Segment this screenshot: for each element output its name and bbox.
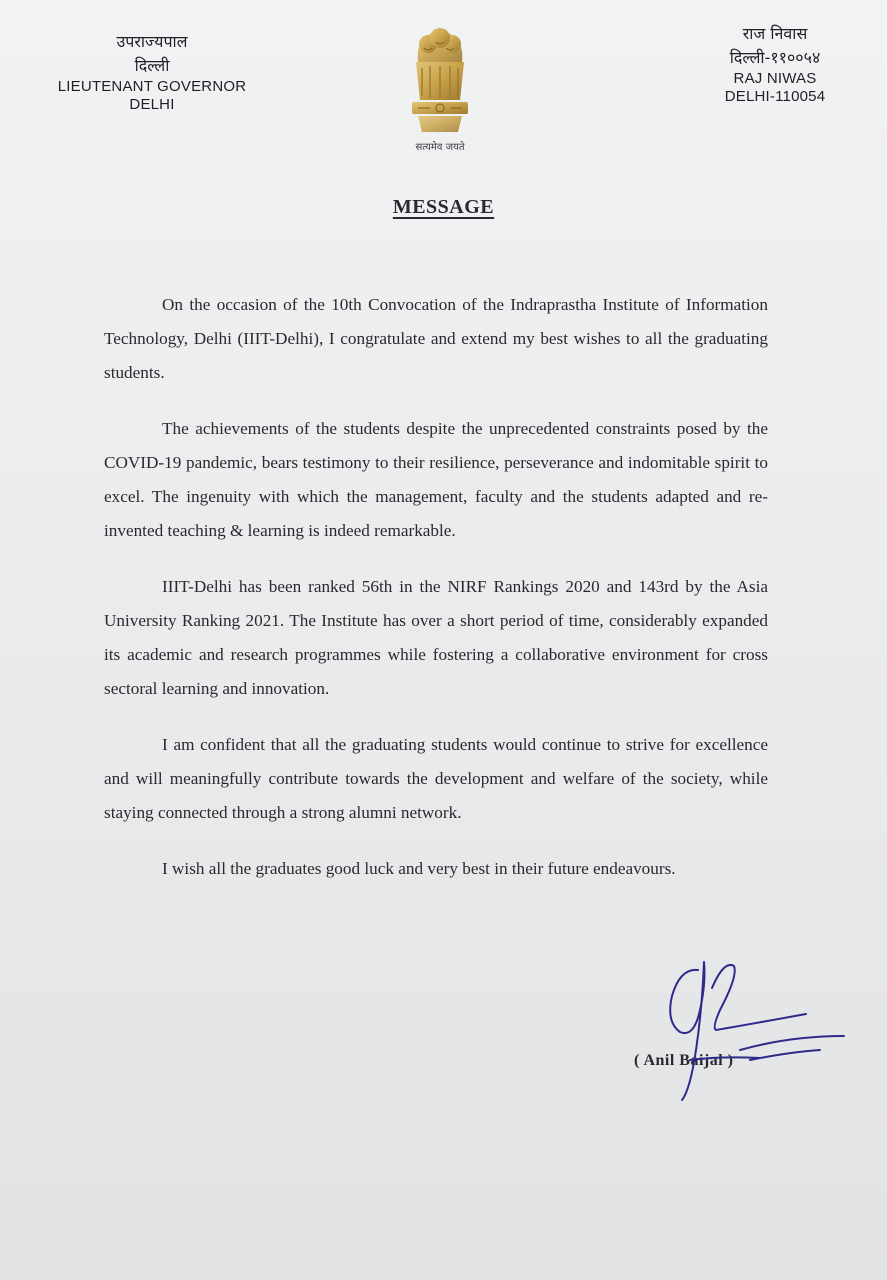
paragraph: The achievements of the students despite the unprecedented constraints posed by the COVID-19 pandemic, bears testimony to their resilience, perseverance and indomitable spirit to excel. The ingenuity with which the management, faculty and the students adapted and re-invented teaching & learning is indeed remarkable. — [104, 419, 768, 540]
paragraph: On the occasion of the 10th Convocation of the Indraprastha Institute of Information Technology, Delhi (IIIT-Delhi), I congratulate and extend my best wishes to all the graduating students. — [104, 295, 768, 382]
handwritten-signature-icon — [620, 940, 860, 1110]
paragraph: I wish all the graduates good luck and very best in their future endeavours. — [162, 859, 676, 878]
letter-title: MESSAGE — [392, 196, 495, 218]
address-name-english: RAJ NIWAS — [733, 70, 817, 87]
signatory-name: ( Anil Baijal ) — [634, 1052, 734, 1069]
sender-city-hindi: दिल्ली — [134, 56, 170, 75]
sender-office-english: LIEUTENANT GOVERNOR — [57, 78, 247, 95]
paragraph: IIIT-Delhi has been ranked 56th in the NIRF Rankings 2020 and 143rd by the Asia University Ranking 2021. The Institute has over a short period of time, considerably expanded its academic and research programmes while fostering a collaborative environment for cross sectoral learning and innovation. — [104, 577, 768, 698]
emblem-motto: सत्यमेव जयते — [415, 142, 465, 153]
address-block — [700, 22, 850, 106]
sender-office-block — [52, 30, 252, 114]
paragraph: I am confident that all the graduating students would continue to strive for excellence and will meaningfully contribute towards the development and welfare of the society, while staying connected through a strong alumni network. — [104, 735, 768, 822]
letter-body — [104, 288, 768, 908]
sender-city-english: DELHI — [129, 96, 175, 113]
address-city-hindi: दिल्ली-११००५४ — [729, 48, 821, 67]
address-city-english: DELHI-110054 — [724, 88, 826, 105]
sender-office-hindi: उपराज्यपाल — [116, 32, 188, 51]
address-name-hindi: राज निवास — [742, 24, 808, 43]
state-emblem-icon — [398, 22, 482, 158]
